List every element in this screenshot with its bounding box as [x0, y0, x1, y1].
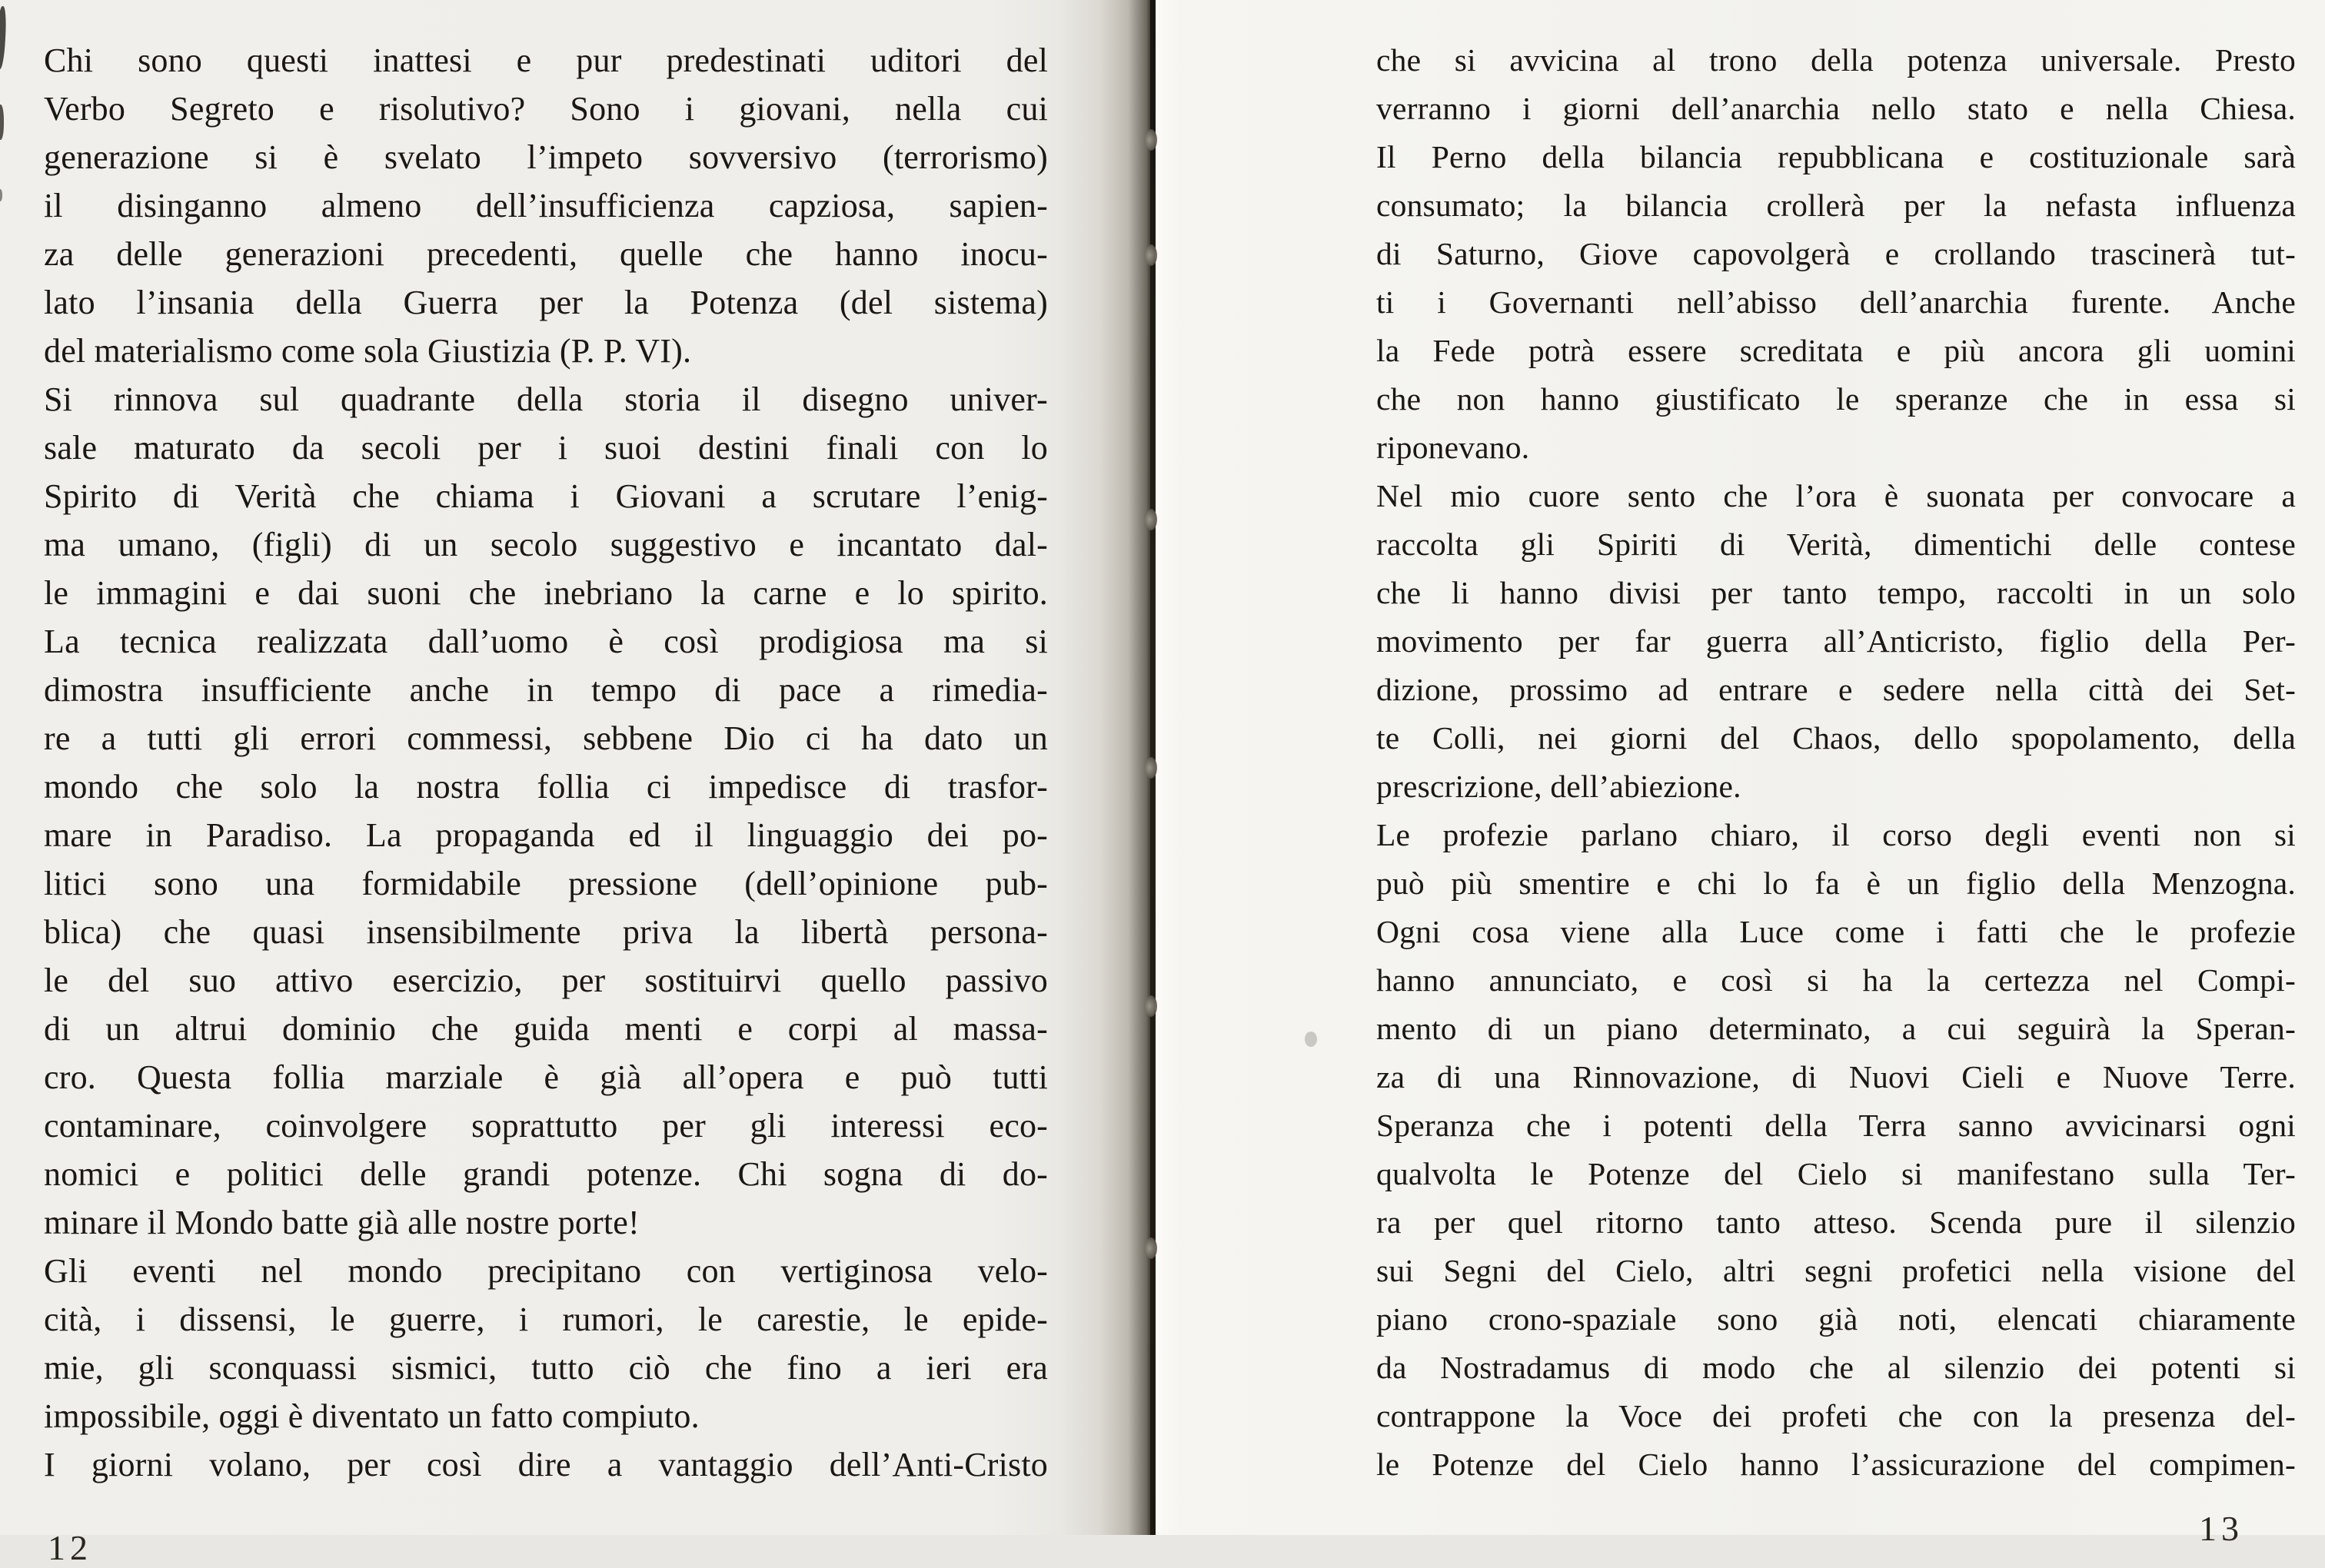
text-line: Ogni cosa viene alla Luce come i fatti che le profezie — [1376, 914, 2296, 949]
text-line: le Potenze del Cielo hanno l’assicurazione del compimen- — [1376, 1447, 2296, 1482]
text-line: ma umano, (figli) di un secolo suggestivo e incantato dal- — [44, 526, 1048, 563]
text-line: riponevano. — [1376, 430, 1530, 465]
text-line: movimento per far guerra all’Anticristo, figlio della Per- — [1376, 623, 2296, 659]
text-line: che si avvicina al trono della potenza universale. Presto — [1376, 42, 2296, 78]
text-line: za di una Rinnovazione, di Nuovi Cieli e Nuove Terre. — [1376, 1059, 2296, 1095]
text-line: le immagini e dai suoni che inebriano la carne e lo spirito. — [44, 574, 1048, 612]
spine-stitch-bump — [1145, 1237, 1157, 1259]
text-line: Speranza che i potenti della Terra sanno avvicinarsi ogni — [1376, 1108, 2296, 1143]
text-line: del materialismo come sola Giustizia (P. P. VI). — [44, 332, 692, 370]
text-line: che li hanno divisi per tanto tempo, raccolti in un solo — [1376, 575, 2296, 610]
text-line: cità, i dissensi, le guerre, i rumori, le carestie, le epide- — [44, 1301, 1048, 1338]
text-line: litici sono una formidabile pressione (dell’opinione pub- — [44, 865, 1048, 902]
text-line: contaminare, coinvolgere soprattutto per gli interessi eco- — [44, 1107, 1048, 1144]
text-line: mondo che solo la nostra follia ci impedisce di trasfor- — [44, 768, 1048, 806]
text-line: dizione, prossimo ad entrare e sedere nella città dei Set- — [1376, 672, 2296, 707]
spine-stitch-bump — [1145, 129, 1157, 151]
text-line: Chi sono questi inattesi e pur predestinati uditori del — [44, 42, 1048, 79]
text-line: cro. Questa follia marziale è già all’opera e può tutti — [44, 1058, 1048, 1096]
text-line: impossibile, oggi è diventato un fatto compiuto. — [44, 1397, 700, 1435]
right-page-number: 13 — [2199, 1509, 2244, 1548]
text-line: Gli eventi nel mondo precipitano con vertiginosa velo- — [44, 1252, 1048, 1290]
text-line: Il Perno della bilancia repubblicana e costituzionale sarà — [1376, 139, 2296, 174]
left-page — [0, 0, 1151, 1567]
text-line: blica) che quasi insensibilmente priva la libertà persona- — [44, 913, 1048, 951]
text-line: può più smentire e chi lo fa è un figlio della Menzogna. — [1376, 865, 2296, 901]
spine-stitch-bump — [1145, 995, 1157, 1017]
text-line: dimostra insufficiente anche in tempo di pace a rimedia- — [44, 671, 1048, 709]
text-line: contrappone la Voce dei profeti che con la presenza del- — [1376, 1398, 2296, 1433]
text-line: La tecnica realizzata dall’uomo è così prodigiosa ma si — [44, 623, 1048, 660]
text-line: te Colli, nei giorni del Chaos, dello spopolamento, della — [1376, 720, 2296, 756]
text-line: sale maturato da secoli per i suoi destini finali con lo — [44, 429, 1048, 467]
text-line: di Saturno, Giove capovolgerà e crollando trascinerà tut- — [1376, 236, 2296, 271]
text-line: qualvolta le Potenze del Cielo si manifestano sulla Ter- — [1376, 1156, 2296, 1191]
text-line: nomici e politici delle grandi potenze. Chi sogna di do- — [44, 1155, 1048, 1193]
text-line: ra per quel ritorno tanto atteso. Scenda pure il silenzio — [1376, 1204, 2296, 1240]
text-line: re a tutti gli errori commessi, sebbene Dio ci ha dato un — [44, 719, 1048, 757]
spine-stitch-bump — [1145, 509, 1157, 530]
text-line: I giorni volano, per così dire a vantaggio dell’Anti-Cristo — [44, 1446, 1048, 1483]
right-page-text-column — [1376, 36, 2296, 1489]
text-line: piano crono-spaziale sono già noti, elencati chiaramente — [1376, 1301, 2296, 1337]
text-line: prescrizione, dell’abiezione. — [1376, 769, 1741, 804]
text-line: di un altrui dominio che guida menti e corpi al massa- — [44, 1010, 1048, 1048]
right-page — [1156, 0, 2325, 1548]
left-page-text-column — [44, 36, 1048, 1489]
text-line: minare il Mondo batte già alle nostre porte! — [44, 1204, 640, 1241]
text-line: Spirito di Verità che chiama i Giovani a scrutare l’enig- — [44, 477, 1048, 515]
text-line: che non hanno giustificato le speranze che in essa si — [1376, 381, 2296, 417]
text-line: lato l’insania della Guerra per la Potenza (del sistema) — [44, 284, 1048, 321]
left-page-number: 12 — [48, 1528, 92, 1567]
text-line: hanno annunciato, e così si ha la certezza nel Compi- — [1376, 962, 2296, 998]
text-line: consumato; la bilancia crollerà per la nefasta influenza — [1376, 188, 2296, 223]
text-line: Nel mio cuore sento che l’ora è suonata per convocare a — [1376, 478, 2296, 513]
text-line: mare in Paradiso. La propaganda ed il linguaggio dei po- — [44, 816, 1048, 854]
scan-artifact — [1305, 1031, 1317, 1047]
text-line: da Nostradamus di modo che al silenzio dei potenti si — [1376, 1350, 2296, 1385]
text-line: raccolta gli Spiriti di Verità, dimentichi delle contese — [1376, 527, 2296, 562]
text-line: generazione si è svelato l’impeto sovversivo (terrorismo) — [44, 138, 1048, 176]
text-line: mento di un piano determinato, a cui seguirà la Speran- — [1376, 1011, 2296, 1046]
text-line: la Fede potrà essere screditata e più ancora gli uomini — [1376, 333, 2296, 368]
text-line: Le profezie parlano chiaro, il corso degli eventi non si — [1376, 817, 2296, 852]
text-line: za delle generazioni precedenti, quelle che hanno inocu- — [44, 235, 1048, 273]
spine-stitch-bump — [1145, 244, 1157, 266]
text-line: ti i Governanti nell’abisso dell’anarchia furente. Anche — [1376, 284, 2296, 320]
text-line: Si rinnova sul quadrante della storia il disegno univer- — [44, 380, 1048, 418]
text-line: il disinganno almeno dell’insufficienza capziosa, sapien- — [44, 187, 1048, 224]
text-line: verranno i giorni dell’anarchia nello stato e nella Chiesa. — [1376, 91, 2296, 126]
text-line: sui Segni del Cielo, altri segni profetici nella visione del — [1376, 1253, 2296, 1288]
text-line: le del suo attivo esercizio, per sostituirvi quello passivo — [44, 962, 1048, 999]
text-line: Verbo Segreto e risolutivo? Sono i giovani, nella cui — [44, 90, 1048, 128]
text-line: mie, gli sconquassi sismici, tutto ciò che fino a ieri era — [44, 1349, 1048, 1387]
spine-stitch-bump — [1145, 757, 1157, 779]
